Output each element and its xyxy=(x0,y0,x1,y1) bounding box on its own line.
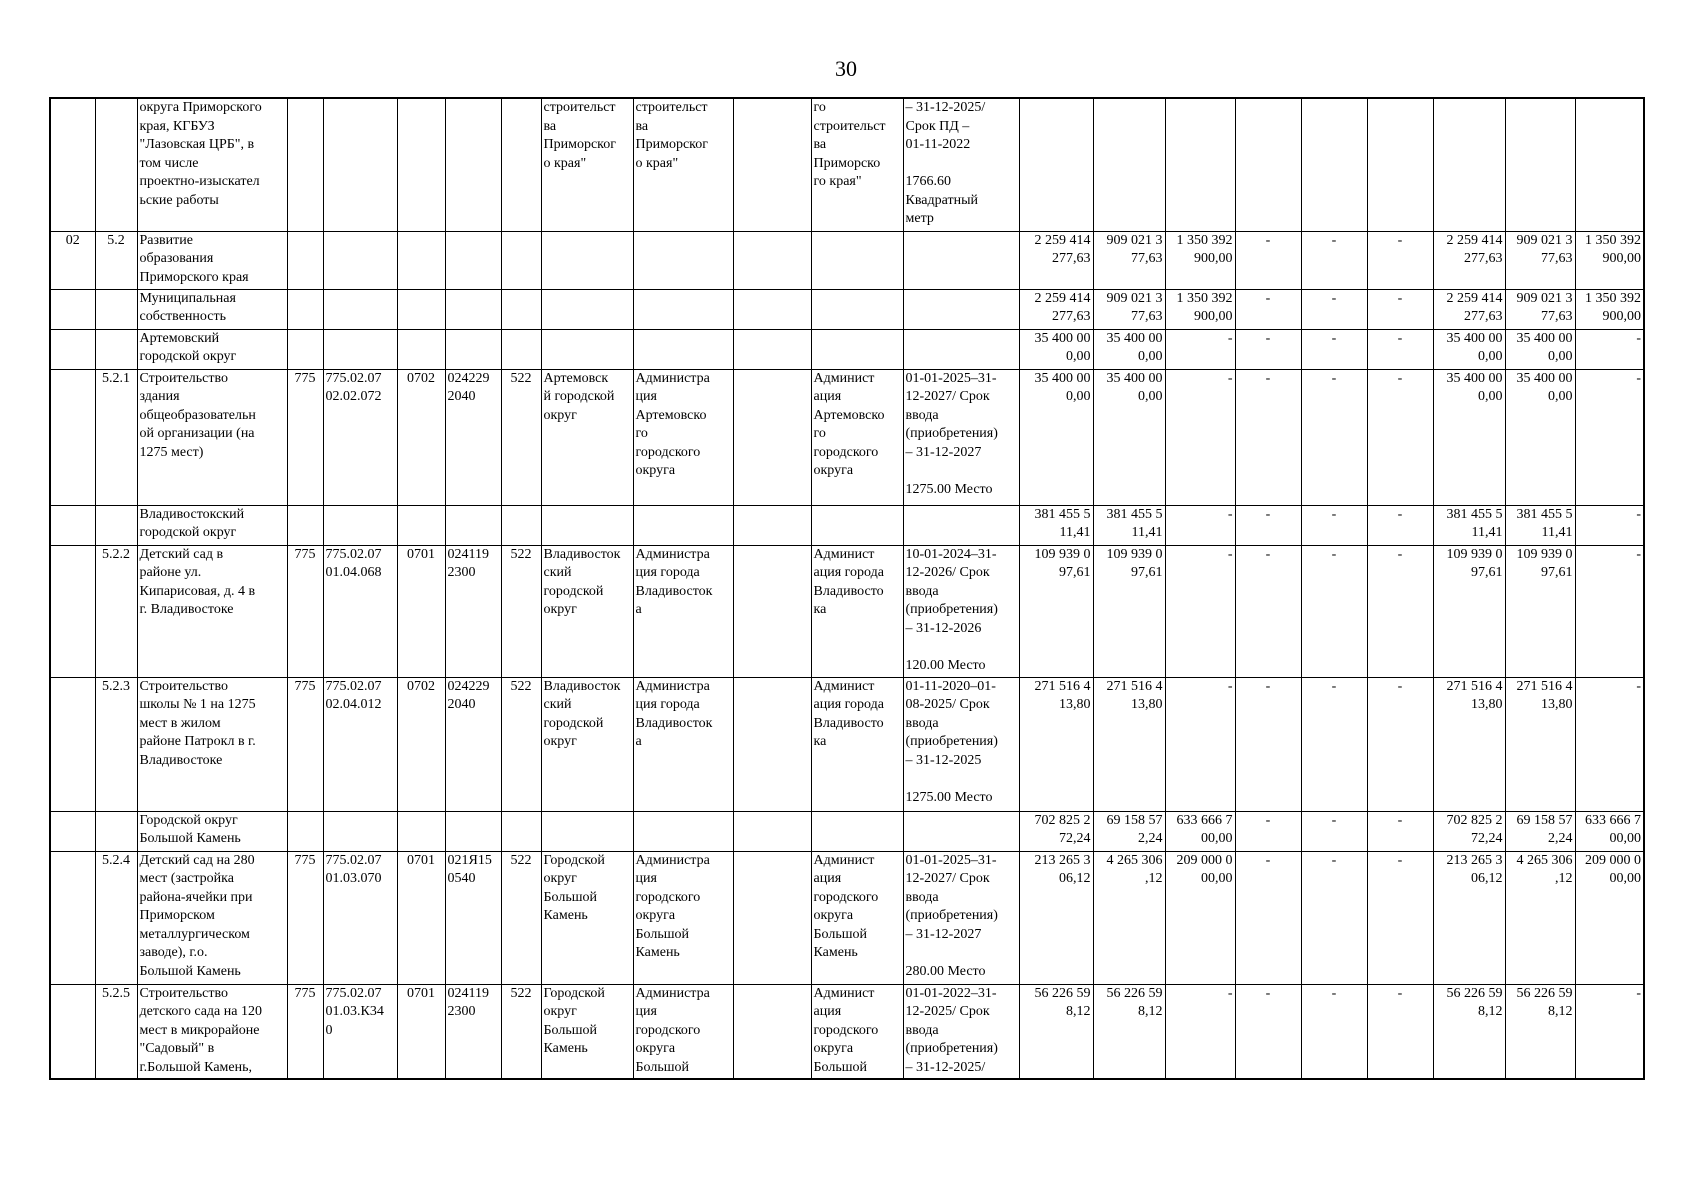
table-cell: 01-01-2025–31- 12-2027/ Срок ввода (приобретения) – 31-12-2027 280.00 Место xyxy=(903,851,1019,984)
table-cell: 271 516 4 13,80 xyxy=(1093,677,1165,811)
table-cell xyxy=(501,505,541,545)
table-cell xyxy=(50,505,95,545)
table-cell: - xyxy=(1301,677,1367,811)
table-cell: 909 021 3 77,63 xyxy=(1505,231,1575,289)
table-cell: - xyxy=(1301,851,1367,984)
table-cell xyxy=(397,811,445,851)
table-cell: - xyxy=(1367,505,1433,545)
budget-table xyxy=(49,97,1645,1080)
table-cell: 5.2.4 xyxy=(95,851,137,984)
table-cell: 633 666 7 00,00 xyxy=(1165,811,1235,851)
table-cell: 024229 2040 xyxy=(445,369,501,505)
table-cell: - xyxy=(1301,231,1367,289)
table-cell: Детский сад в районе ул. Кипарисовая, д. 4 в г. Владивостоке xyxy=(137,545,287,677)
table-cell: 0701 xyxy=(397,851,445,984)
table-cell xyxy=(733,545,811,677)
table-cell xyxy=(287,329,323,369)
table-cell: 56 226 59 8,12 xyxy=(1433,984,1505,1079)
table-cell: 35 400 00 0,00 xyxy=(1505,329,1575,369)
table-cell xyxy=(633,505,733,545)
table-cell: - xyxy=(1367,369,1433,505)
table-cell xyxy=(50,545,95,677)
table-cell: - xyxy=(1165,984,1235,1079)
table-cell xyxy=(445,231,501,289)
table-cell xyxy=(95,289,137,329)
table-cell: 109 939 0 97,61 xyxy=(1093,545,1165,677)
table-cell xyxy=(323,811,397,851)
table-cell xyxy=(50,851,95,984)
table-cell: 0701 xyxy=(397,984,445,1079)
table-row xyxy=(50,984,1644,1079)
table-cell: Админист ация Артемовско го городского округа xyxy=(811,369,903,505)
table-cell: Владивостокский городской округ xyxy=(137,505,287,545)
table-cell xyxy=(903,505,1019,545)
table-cell: Развитие образования Приморского края xyxy=(137,231,287,289)
table-cell xyxy=(501,811,541,851)
table-cell: Городской округ Большой Камень xyxy=(137,811,287,851)
table-cell: Администра ция городского округа Большой xyxy=(633,984,733,1079)
table-cell xyxy=(501,231,541,289)
table-cell: 522 xyxy=(501,677,541,811)
table-cell: 775.02.07 01.03.070 xyxy=(323,851,397,984)
table-cell xyxy=(95,811,137,851)
table-cell: 1 350 392 900,00 xyxy=(1165,231,1235,289)
table-cell xyxy=(287,811,323,851)
table-cell: 702 825 2 72,24 xyxy=(1019,811,1093,851)
table-cell xyxy=(541,231,633,289)
table-cell xyxy=(733,505,811,545)
table-cell: 5.2.2 xyxy=(95,545,137,677)
table-cell: Админист ация городского округа Большой xyxy=(811,984,903,1079)
table-cell: 522 xyxy=(501,851,541,984)
table-cell xyxy=(541,329,633,369)
table-cell xyxy=(811,329,903,369)
table-cell: - xyxy=(1165,545,1235,677)
table-cell xyxy=(1505,98,1575,231)
table-cell: - xyxy=(1575,505,1644,545)
table-cell: 0702 xyxy=(397,677,445,811)
table-row xyxy=(50,677,1644,811)
table-cell: 909 021 3 77,63 xyxy=(1093,231,1165,289)
table-cell: го строительст ва Приморско го края" xyxy=(811,98,903,231)
table-cell xyxy=(733,231,811,289)
table-cell: 35 400 00 0,00 xyxy=(1433,369,1505,505)
table-cell: Строительство школы № 1 на 1275 мест в жилом районе Патрокл в г. Владивостоке xyxy=(137,677,287,811)
table-cell: - xyxy=(1367,811,1433,851)
table-cell: 109 939 0 97,61 xyxy=(1433,545,1505,677)
table-cell: - xyxy=(1235,369,1301,505)
table-cell: 271 516 4 13,80 xyxy=(1019,677,1093,811)
table-cell xyxy=(445,505,501,545)
table-cell: Артемовский городской округ xyxy=(137,329,287,369)
table-cell: - xyxy=(1301,369,1367,505)
table-cell xyxy=(633,289,733,329)
table-cell: Муниципальная собственность xyxy=(137,289,287,329)
table-cell: 0701 xyxy=(397,545,445,677)
table-cell: - xyxy=(1367,231,1433,289)
table-row xyxy=(50,329,1644,369)
table-row xyxy=(50,369,1644,505)
table-cell: - xyxy=(1235,811,1301,851)
table-cell: 209 000 0 00,00 xyxy=(1165,851,1235,984)
table-cell: 024119 2300 xyxy=(445,545,501,677)
table-cell xyxy=(633,231,733,289)
table-cell xyxy=(903,329,1019,369)
table-cell: 35 400 00 0,00 xyxy=(1019,369,1093,505)
table-cell: 02 xyxy=(50,231,95,289)
table-cell xyxy=(397,231,445,289)
table-cell: - xyxy=(1235,851,1301,984)
table-cell xyxy=(287,231,323,289)
table-cell: 021Я15 0540 xyxy=(445,851,501,984)
table-cell: - xyxy=(1367,545,1433,677)
table-cell: Городской округ Большой Камень xyxy=(541,984,633,1079)
table-cell: 381 455 5 11,41 xyxy=(1505,505,1575,545)
table-cell xyxy=(501,329,541,369)
table-row xyxy=(50,505,1644,545)
table-cell: Строительство здания общеобразовательн ой организации (на 1275 мест) xyxy=(137,369,287,505)
table-cell xyxy=(323,505,397,545)
table-cell xyxy=(95,98,137,231)
table-cell: округа Приморского края, КГБУЗ "Лазовская ЦРБ", в том числе проектно-изыскател ьские работы xyxy=(137,98,287,231)
table-cell: - xyxy=(1367,677,1433,811)
table-cell: 024119 2300 xyxy=(445,984,501,1079)
table-cell: - xyxy=(1301,545,1367,677)
table-cell xyxy=(903,289,1019,329)
table-row xyxy=(50,98,1644,231)
table-cell xyxy=(733,329,811,369)
table-cell xyxy=(397,98,445,231)
table-cell xyxy=(1575,98,1644,231)
table-cell xyxy=(323,231,397,289)
table-cell xyxy=(1019,98,1093,231)
table-row xyxy=(50,289,1644,329)
table-cell xyxy=(397,289,445,329)
table-cell: 775 xyxy=(287,369,323,505)
table-cell: Админист ация города Владивосто ка xyxy=(811,677,903,811)
table-cell: - xyxy=(1165,329,1235,369)
table-cell xyxy=(811,811,903,851)
table-cell xyxy=(501,289,541,329)
table-cell: - xyxy=(1367,984,1433,1079)
table-cell: 775.02.07 01.04.068 xyxy=(323,545,397,677)
table-cell: 213 265 3 06,12 xyxy=(1019,851,1093,984)
table-cell: Городской округ Большой Камень xyxy=(541,851,633,984)
table-cell: 4 265 306 ,12 xyxy=(1093,851,1165,984)
table-cell: 10-01-2024–31- 12-2026/ Срок ввода (приобретения) – 31-12-2026 120.00 Место xyxy=(903,545,1019,677)
table-cell xyxy=(287,289,323,329)
table-cell: 5.2.1 xyxy=(95,369,137,505)
table-cell xyxy=(323,289,397,329)
table-cell: 633 666 7 00,00 xyxy=(1575,811,1644,851)
table-cell: 271 516 4 13,80 xyxy=(1433,677,1505,811)
table-cell: Детский сад на 280 мест (застройка района-ячейки при Приморском металлургическом заводе), г.о. Большой Камень xyxy=(137,851,287,984)
table-cell: 271 516 4 13,80 xyxy=(1505,677,1575,811)
table-cell: 5.2 xyxy=(95,231,137,289)
table-cell xyxy=(95,505,137,545)
table-cell: - xyxy=(1575,369,1644,505)
table-cell: 69 158 57 2,24 xyxy=(1505,811,1575,851)
table-cell: 2 259 414 277,63 xyxy=(1019,231,1093,289)
table-cell xyxy=(541,811,633,851)
table-cell: строительст ва Приморског о края" xyxy=(541,98,633,231)
table-cell xyxy=(1433,98,1505,231)
table-cell: 024229 2040 xyxy=(445,677,501,811)
table-cell: 381 455 5 11,41 xyxy=(1019,505,1093,545)
table-cell xyxy=(733,677,811,811)
table-cell: - xyxy=(1575,329,1644,369)
table-cell xyxy=(50,329,95,369)
table-cell: Владивосток ский городской округ xyxy=(541,677,633,811)
table-cell: - xyxy=(1301,811,1367,851)
table-row xyxy=(50,231,1644,289)
table-cell xyxy=(811,231,903,289)
table-cell: 1 350 392 900,00 xyxy=(1575,231,1644,289)
table-cell: 909 021 3 77,63 xyxy=(1093,289,1165,329)
table-cell xyxy=(445,289,501,329)
table-cell xyxy=(323,329,397,369)
table-cell: 01-01-2022–31- 12-2025/ Срок ввода (приобретения) – 31-12-2025/ xyxy=(903,984,1019,1079)
table-cell xyxy=(903,231,1019,289)
table-cell: - xyxy=(1235,329,1301,369)
table-cell xyxy=(287,505,323,545)
table-cell xyxy=(50,811,95,851)
table-cell: 702 825 2 72,24 xyxy=(1433,811,1505,851)
table-cell xyxy=(633,329,733,369)
table-cell: - xyxy=(1165,505,1235,545)
table-cell xyxy=(445,329,501,369)
table-cell: - xyxy=(1235,505,1301,545)
table-cell xyxy=(733,851,811,984)
table-cell: 2 259 414 277,63 xyxy=(1433,289,1505,329)
table-cell xyxy=(501,98,541,231)
table-cell: 0702 xyxy=(397,369,445,505)
table-cell: 381 455 5 11,41 xyxy=(1433,505,1505,545)
table-cell: - xyxy=(1301,984,1367,1079)
table-cell xyxy=(323,98,397,231)
table-cell: 2 259 414 277,63 xyxy=(1019,289,1093,329)
table-cell: 522 xyxy=(501,984,541,1079)
table-cell xyxy=(733,984,811,1079)
table-cell xyxy=(1235,98,1301,231)
table-cell xyxy=(1301,98,1367,231)
table-cell: 109 939 0 97,61 xyxy=(1505,545,1575,677)
table-cell: 35 400 00 0,00 xyxy=(1093,329,1165,369)
table-cell xyxy=(1367,98,1433,231)
table-cell: 69 158 57 2,24 xyxy=(1093,811,1165,851)
table-cell: 522 xyxy=(501,369,541,505)
table-cell: - xyxy=(1235,984,1301,1079)
table-cell: - xyxy=(1235,289,1301,329)
table-cell xyxy=(633,811,733,851)
table-cell xyxy=(1093,98,1165,231)
page-number: 30 xyxy=(835,56,857,81)
table-cell xyxy=(50,677,95,811)
table-cell: 4 265 306 ,12 xyxy=(1505,851,1575,984)
table-cell: - xyxy=(1301,505,1367,545)
table-cell xyxy=(50,289,95,329)
table-cell: 213 265 3 06,12 xyxy=(1433,851,1505,984)
table-cell: 775 xyxy=(287,677,323,811)
table-cell: 56 226 59 8,12 xyxy=(1019,984,1093,1079)
table-cell xyxy=(1165,98,1235,231)
table-cell: 2 259 414 277,63 xyxy=(1433,231,1505,289)
table-cell xyxy=(733,98,811,231)
table-cell: 35 400 00 0,00 xyxy=(1433,329,1505,369)
table-cell: - xyxy=(1575,677,1644,811)
table-cell: 775.02.07 02.02.072 xyxy=(323,369,397,505)
table-cell: 5.2.3 xyxy=(95,677,137,811)
table-cell xyxy=(287,98,323,231)
table-row xyxy=(50,811,1644,851)
table-cell: - xyxy=(1165,369,1235,505)
table-cell: Администра ция Артемовско го городского округа xyxy=(633,369,733,505)
table-cell: 1 350 392 900,00 xyxy=(1165,289,1235,329)
table-cell: - xyxy=(1235,677,1301,811)
table-cell: Администра ция города Владивосток а xyxy=(633,677,733,811)
table-cell xyxy=(50,369,95,505)
table-cell: - xyxy=(1301,289,1367,329)
table-cell xyxy=(445,811,501,851)
table-cell: - xyxy=(1575,984,1644,1079)
table-cell: строительст ва Приморског о края" xyxy=(633,98,733,231)
table-cell xyxy=(733,369,811,505)
table-cell: 5.2.5 xyxy=(95,984,137,1079)
table-row xyxy=(50,851,1644,984)
table-cell: 35 400 00 0,00 xyxy=(1093,369,1165,505)
table-cell: 01-11-2020–01- 08-2025/ Срок ввода (приобретения) – 31-12-2025 1275.00 Место xyxy=(903,677,1019,811)
table-cell: 775.02.07 01.03.К34 0 xyxy=(323,984,397,1079)
table-cell xyxy=(50,984,95,1079)
table-cell: 209 000 0 00,00 xyxy=(1575,851,1644,984)
table-cell: - xyxy=(1235,231,1301,289)
table-cell: 775 xyxy=(287,984,323,1079)
table-cell: Админист ация города Владивосто ка xyxy=(811,545,903,677)
table-cell: 381 455 5 11,41 xyxy=(1093,505,1165,545)
table-cell: 775 xyxy=(287,545,323,677)
table-cell: – 31-12-2025/ Срок ПД – 01-11-2022 1766.60 Квадратный метр xyxy=(903,98,1019,231)
table-cell: Админист ация городского округа Большой Камень xyxy=(811,851,903,984)
table-cell: - xyxy=(1367,851,1433,984)
table-cell xyxy=(811,505,903,545)
table-cell: 35 400 00 0,00 xyxy=(1019,329,1093,369)
table-cell: - xyxy=(1301,329,1367,369)
table-cell: Администра ция городского округа Большой Камень xyxy=(633,851,733,984)
table-cell xyxy=(903,811,1019,851)
table-cell xyxy=(397,505,445,545)
table-cell xyxy=(95,329,137,369)
table-cell xyxy=(541,289,633,329)
table-cell: 109 939 0 97,61 xyxy=(1019,545,1093,677)
table-cell: 775 xyxy=(287,851,323,984)
table-cell: 1 350 392 900,00 xyxy=(1575,289,1644,329)
table-cell: 56 226 59 8,12 xyxy=(1093,984,1165,1079)
table-cell: Артемовск й городской округ xyxy=(541,369,633,505)
table-cell: 56 226 59 8,12 xyxy=(1505,984,1575,1079)
table-cell xyxy=(733,289,811,329)
table-cell: - xyxy=(1165,677,1235,811)
table-cell: 522 xyxy=(501,545,541,677)
table-cell: Строительство детского сада на 120 мест в микрорайоне "Садовый" в г.Большой Камень, xyxy=(137,984,287,1079)
table-cell: 775.02.07 02.04.012 xyxy=(323,677,397,811)
table-cell xyxy=(50,98,95,231)
table-cell: 35 400 00 0,00 xyxy=(1505,369,1575,505)
table-cell: 909 021 3 77,63 xyxy=(1505,289,1575,329)
table-cell: - xyxy=(1575,545,1644,677)
table-cell xyxy=(811,289,903,329)
table-cell: - xyxy=(1367,289,1433,329)
table-cell xyxy=(397,329,445,369)
table-cell: 01-01-2025–31- 12-2027/ Срок ввода (приобретения) – 31-12-2027 1275.00 Место xyxy=(903,369,1019,505)
table-cell: Администра ция города Владивосток а xyxy=(633,545,733,677)
table-cell: - xyxy=(1235,545,1301,677)
table-cell: Владивосток ский городской округ xyxy=(541,545,633,677)
table-cell xyxy=(541,505,633,545)
table-row xyxy=(50,545,1644,677)
table-cell: - xyxy=(1367,329,1433,369)
table-cell xyxy=(445,98,501,231)
table-cell xyxy=(733,811,811,851)
